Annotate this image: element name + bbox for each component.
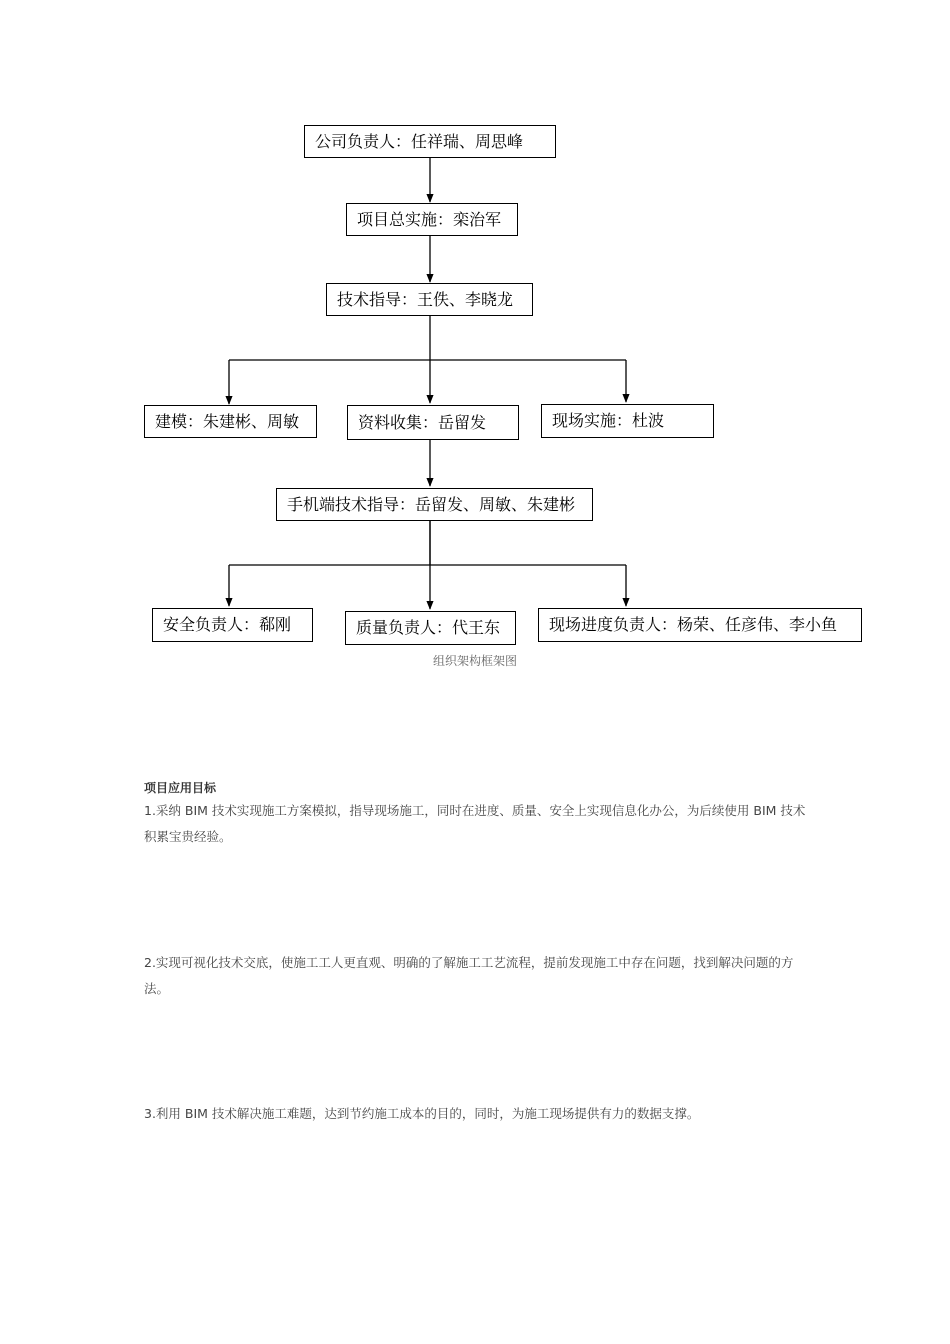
paragraph-2: 2.实现可视化技术交底，使施工工人更直观、明确的了解施工工艺流程，提前发现施工中存在问题，找到解决问题的方法。 [144, 955, 794, 996]
node-safety: 安全负责人：郗刚 [152, 608, 313, 642]
node-company-head: 公司负责人：任祥瑞、周思峰 [304, 125, 556, 158]
paragraph-1: 1.采纳 BIM 技术实现施工方案模拟，指导现场施工，同时在进度、质量、安全上实现信息化办公，为后续使用 BIM 技术积累宝贵经验。 [144, 803, 806, 844]
chart-caption: 组织架构框架图 [432, 654, 517, 668]
paragraph-3: 3.利用 BIM 技术解决施工难题，达到节约施工成本的目的，同时，为施工现场提供有力的数据支撑。 [144, 1106, 700, 1121]
node-site-impl: 现场实施：杜波 [541, 404, 714, 438]
node-modeling: 建模：朱建彬、周敏 [144, 405, 317, 438]
node-project-lead: 项目总实施：栾治军 [346, 203, 518, 236]
node-quality: 质量负责人：代王东 [345, 611, 516, 645]
node-mobile-guide: 手机端技术指导：岳留发、周敏、朱建彬 [276, 488, 593, 521]
node-data-collect: 资料收集：岳留发 [347, 405, 519, 440]
node-progress: 现场进度负责人：杨荣、任彦伟、李小鱼 [538, 608, 862, 642]
node-tech-guide: 技术指导：王佚、李晓龙 [326, 283, 533, 316]
section-title: 项目应用目标 [144, 781, 217, 795]
